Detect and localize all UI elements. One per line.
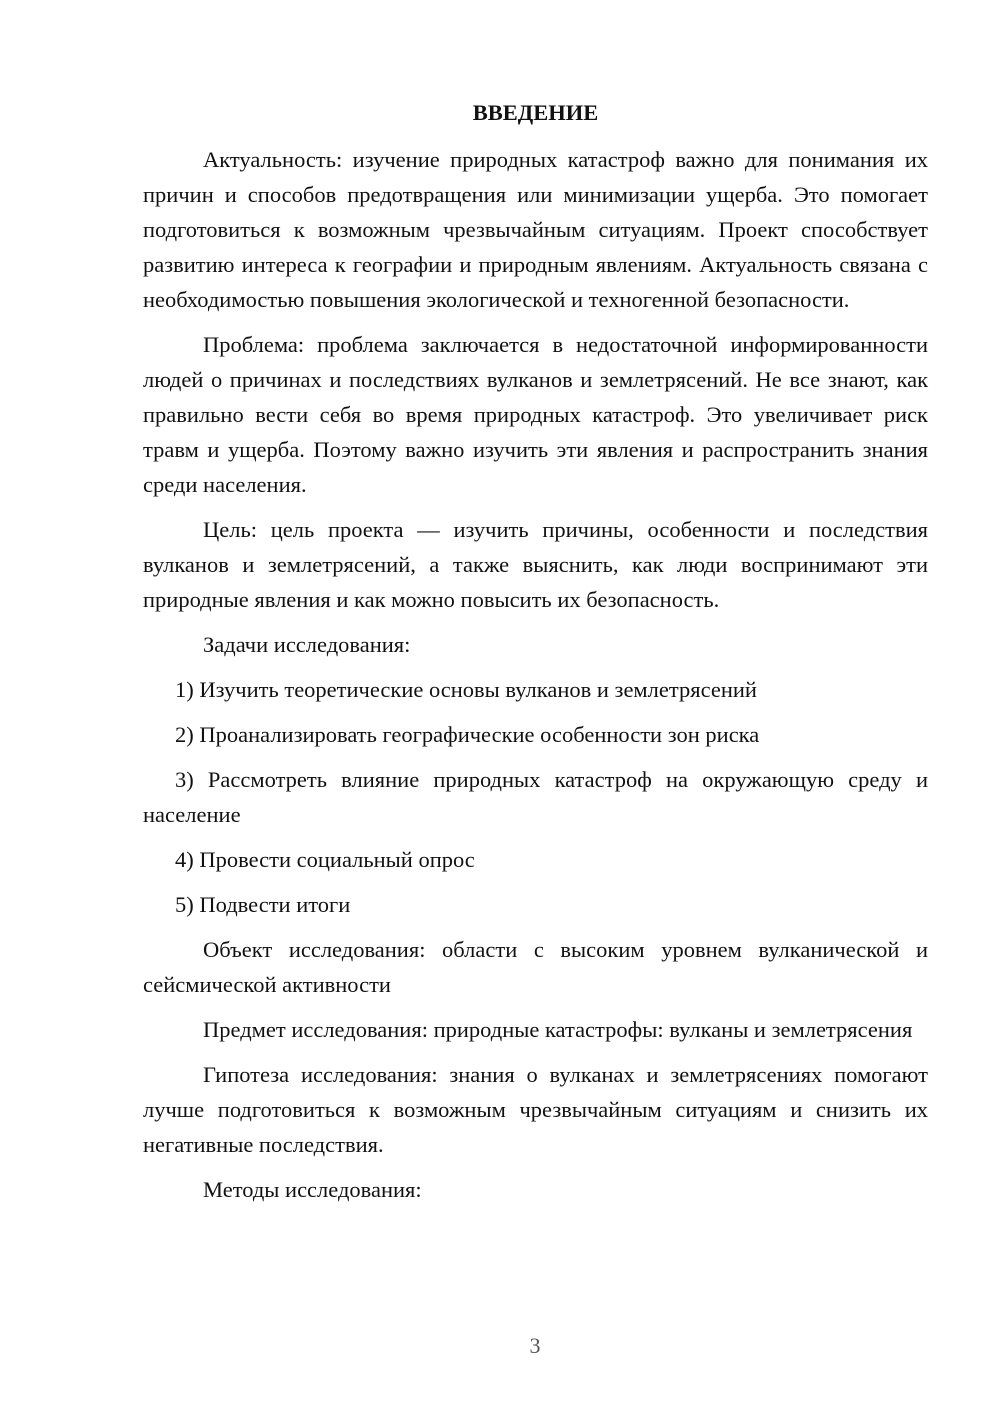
paragraph-goal: Цель: цель проекта — изучить причины, особенности и последствия вулканов и землетрясений, а также выяснить, как люди воспринимают эти природные явления и как можно повысить их безопасность. — [143, 517, 928, 612]
task-item-3: 3) Рассмотреть влияние природных катастроф на окружающую среду и население — [143, 767, 928, 827]
task-item-4: 4) Провести социальный опрос — [175, 847, 475, 872]
document-page — [143, 95, 928, 1217]
page-number: 3 — [529, 1333, 541, 1358]
task-item-1: 1) Изучить теоретические основы вулканов и землетрясений — [175, 677, 757, 702]
task-item-5: 5) Подвести итоги — [175, 892, 351, 917]
paragraph-methods: Методы исследования: — [203, 1177, 422, 1202]
paragraph-object: Объект исследования: области с высоким уровнем вулканической и сейсмической активности — [143, 937, 928, 997]
paragraph-hypothesis: Гипотеза исследования: знания о вулканах и землетрясениях помогают лучше подготовиться к возможным чрезвычайным ситуациям и снизить их негативные последствия. — [143, 1062, 928, 1157]
task-item-2: 2) Проанализировать географические особенности зон риска — [175, 722, 760, 747]
paragraph-tasks-heading: Задачи исследования: — [203, 632, 411, 657]
paragraph-problem: Проблема: проблема заключается в недостаточной информированности людей о причинах и последствиях вулканов и землетрясений. Не все знают, как правильно вести себя во время природных катастроф. Это увеличивает риск травм и ущерба. Поэтому важно изучить эти явления и распространить знания среди населения. — [143, 332, 928, 497]
paragraph-subject: Предмет исследования: природные катастрофы: вулканы и землетрясения — [203, 1017, 913, 1042]
section-title: ВВЕДЕНИЕ — [472, 100, 599, 125]
paragraph-relevance: Актуальность: изучение природных катастроф важно для понимания их причин и способов предотвращения или минимизации ущерба. Это помогает подготовиться к возможным чрезвычайным ситуациям. Проект способствует развитию интереса к географии и природным явлениям. Актуальность связана с необходимостью повышения экологической и техногенной безопасности. — [143, 147, 928, 312]
